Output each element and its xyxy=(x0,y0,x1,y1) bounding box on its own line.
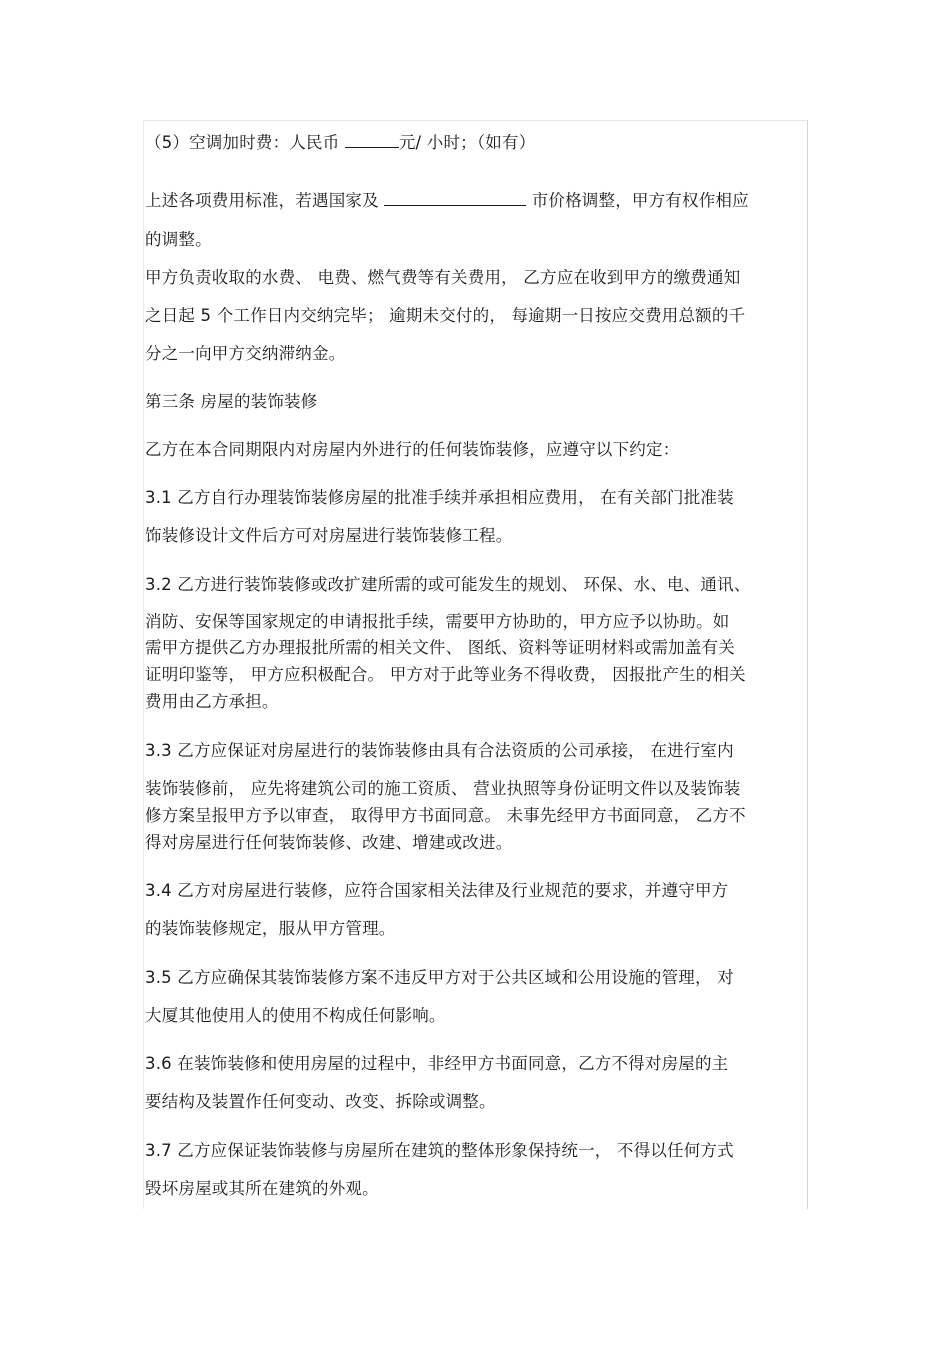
clause-3-3-line-4: 得对房屋进行任何装饰装修、改建、增建或改进。 xyxy=(145,833,513,852)
clause-3-2-line-5: 费用由乙方承担。 xyxy=(145,692,279,711)
article3-intro: 乙方在本合同期限内对房屋内外进行的任何装饰装修，应遵守以下约定： xyxy=(145,440,680,459)
utilities-line-3: 分之一向甲方交纳滞纳金。 xyxy=(145,344,346,363)
clause-3-6-line-2: 要结构及装置作任何变动、改变、拆除或调整。 xyxy=(145,1092,496,1111)
clause-3-3-line-2: 装饰装修前， 应先将建筑公司的施工资质、 营业执照等身份证明文件以及装饰装 xyxy=(145,779,741,798)
adjust-text-2: 市价格调整，甲方有权作相应 xyxy=(526,191,749,210)
clause-3-4-line-1: 3.4 乙方对房屋进行装修，应符合国家相关法律及行业规范的要求，并遵守甲方 xyxy=(145,881,729,900)
fee-amount-blank xyxy=(345,131,399,148)
clause-3-2-line-3: 需甲方提供乙方办理报批所需的相关文件、 图纸、资料等证明材料或需加盖有关 xyxy=(145,638,735,657)
clause-3-7-line-1: 3.7 乙方应保证装饰装修与房屋所在建筑的整体形象保持统一， 不得以任何方式 xyxy=(145,1141,734,1160)
clause-3-3-line-3: 修方案呈报甲方予以审查， 取得甲方书面同意。 未事先经甲方书面同意， 乙方不 xyxy=(145,806,746,825)
clause-3-3-line-1: 3.3 乙方应保证对房屋进行的装饰装修由具有合法资质的公司承接， 在进行室内 xyxy=(145,741,734,760)
clause-3-2-line-2: 消防、安保等国家规定的申请报批手续，需要甲方协助的，甲方应予以协助。如 xyxy=(145,612,730,631)
fee-line-text-2: 元/ 小时；（如有） xyxy=(398,133,536,152)
utilities-line-2: 之日起 5 个工作日内交纳完毕； 逾期未交付的， 每逾期一日按应交费用总额的千 xyxy=(145,306,746,325)
region-blank xyxy=(384,189,526,206)
adjust-text-1: 上述各项费用标准，若遇国家及 xyxy=(145,191,385,210)
clause-3-5-line-1: 3.5 乙方应确保其装饰装修方案不违反甲方对于公共区域和公用设施的管理， 对 xyxy=(145,968,734,987)
clause-3-1-line-2: 饰装修设计文件后方可对房屋进行装饰装修工程。 xyxy=(145,526,513,545)
clause-3-1-line-1: 3.1 乙方自行办理装饰装修房屋的批准手续并承担相应费用， 在有关部门批准装 xyxy=(145,488,734,507)
fee-line-text-1: （5）空调加时费：人民币 xyxy=(145,133,345,152)
clause-3-2-line-4: 证明印鉴等， 甲方应积极配合。 甲方对于此等业务不得收费， 因报批产生的相关 xyxy=(145,665,746,684)
clause-3-4-line-2: 的装饰装修规定，服从甲方管理。 xyxy=(145,919,396,938)
clause-3-5-line-2: 大厦其他使用人的使用不构成任何影响。 xyxy=(145,1006,446,1025)
article3-heading: 第三条 房屋的装饰装修 xyxy=(145,392,318,411)
utilities-line-1: 甲方负责收取的水费、 电费、燃气费等有关费用， 乙方应在收到甲方的缴费通知 xyxy=(145,268,741,287)
fee-line xyxy=(145,131,535,154)
clause-3-7-line-2: 毁坏房屋或其所在建筑的外观。 xyxy=(145,1179,379,1198)
clause-3-6-line-1: 3.6 在装饰装修和使用房屋的过程中，非经甲方书面同意，乙方不得对房屋的主 xyxy=(145,1054,729,1073)
adjust-line-1 xyxy=(145,189,749,212)
clause-3-2-line-1: 3.2 乙方进行装饰装修或改扩建所需的或可能发生的规划、 环保、水、电、通讯、 xyxy=(145,575,751,594)
adjust-line-2: 的调整。 xyxy=(145,230,212,249)
